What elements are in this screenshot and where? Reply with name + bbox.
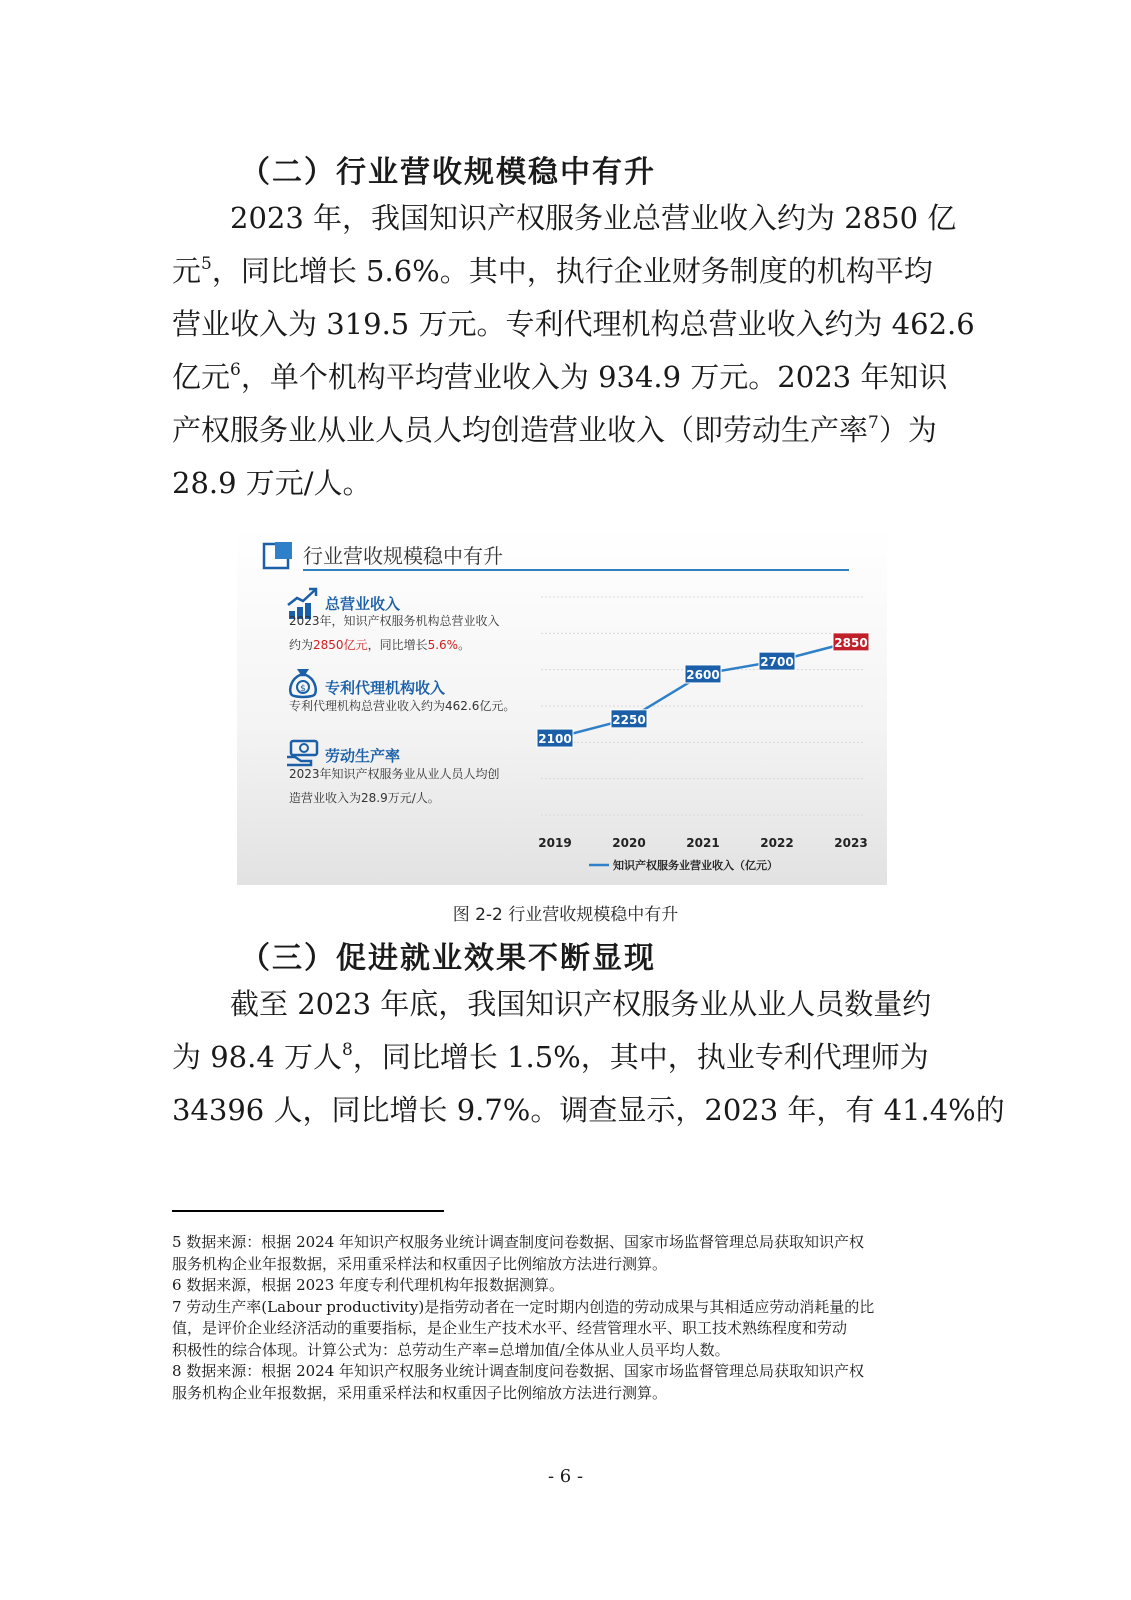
data-label: 2700 xyxy=(760,655,794,670)
x-tick-label: 2023 xyxy=(834,836,868,850)
text-line: 2023 年，我国知识产权服务业总营业收入约为 2850 亿 xyxy=(230,201,957,235)
item-text-revenue: 2023年，知识产权服务机构总营业收入 约为2850亿元，同比增长5.6%。 xyxy=(289,614,500,652)
figure-caption: 图 2-2 行业营收规模稳中有升 xyxy=(452,905,679,925)
figure-infographic xyxy=(237,527,887,885)
text-line: 元$^5$，同比增长 5.6%。其中，执行企业财务制度的机构平均 xyxy=(172,254,933,288)
footnote-line: 5 数据来源：根据 2024 年知识产权服务业统计调查制度问卷数据、国家市场监督管理总局获取知识产权 xyxy=(172,1233,865,1251)
footnote-line: 值，是评价企业经济活动的重要指标，是企业生产技术水平、经营管理水平、职工技术熟练程度和劳动 xyxy=(172,1319,848,1337)
item-text-productivity: 2023年知识产权服务业从业人员人均创 造营业收入为28.9万元/人。 xyxy=(289,767,500,805)
page-number: - 6 - xyxy=(547,1466,584,1487)
data-label: 2250 xyxy=(612,712,646,727)
footnote-ref[interactable]: 6 xyxy=(230,360,241,380)
section-heading-2: （二）行业营收规模稳中有升 xyxy=(240,155,656,190)
figure-title: 行业营收规模稳中有升 xyxy=(303,544,503,568)
text-line: 为 98.4 万人$^8$，同比增长 1.5%，其中，执业专利代理师为 xyxy=(172,1040,929,1074)
footnotes xyxy=(172,1232,962,1404)
footnote-line: 积极性的综合体现。计算公式为：总劳动生产率=总增加值/全体从业人员平均人数。 xyxy=(172,1340,730,1359)
item-title-revenue: 总营业收入 xyxy=(325,595,401,613)
text-line: 28.9 万元/人。 xyxy=(172,466,372,500)
footnote-ref[interactable]: 5 xyxy=(201,254,212,274)
x-tick-label: 2020 xyxy=(612,836,646,850)
footnote-separator xyxy=(172,1210,444,1212)
data-label: 2850 xyxy=(834,635,868,650)
footnote-line: 服务机构企业年报数据，采用重采样法和权重因子比例缩放方法进行测算。 xyxy=(172,1254,668,1273)
legend-label: 知识产权服务业营业收入（亿元） xyxy=(613,859,778,872)
x-tick-label: 2022 xyxy=(760,836,794,850)
x-tick-label: 2021 xyxy=(686,836,720,850)
footnote-line: 7 劳动生产率(Labour productivity)是指劳动者在一定时期内创造的劳动成果与其相适应劳动消耗量的比 xyxy=(172,1297,875,1316)
footnote-line: 8 数据来源：根据 2024 年知识产权服务业统计调查制度问卷数据、国家市场监督管理总局获取知识产权 xyxy=(172,1362,865,1380)
footnote-line: 6 数据来源，根据 2023 年度专利代理机构年报数据测算。 xyxy=(172,1276,565,1294)
text-line: 34396 人，同比增长 9.7%。调查显示，2023 年，有 41.4%的 xyxy=(172,1093,1005,1127)
text-line: 营业收入为 319.5 万元。专利代理机构总营业收入约为 462.6 xyxy=(172,307,975,341)
item-title-productivity: 劳动生产率 xyxy=(325,747,401,765)
paragraph-employment xyxy=(172,978,1005,1137)
footnote-line: 服务机构企业年报数据，采用重采样法和权重因子比例缩放方法进行测算。 xyxy=(172,1383,668,1402)
section-heading-3: （三）促进就业效果不断显现 xyxy=(240,941,656,976)
footnote-ref[interactable]: 7 xyxy=(868,413,879,433)
footnote-ref[interactable]: 8 xyxy=(342,1040,353,1060)
paragraph-revenue xyxy=(172,192,975,510)
text-line: 产权服务业从业人员人均创造营业收入（即劳动生产率$^7$）为 xyxy=(172,413,937,447)
title-underline xyxy=(303,569,849,571)
x-tick-label: 2019 xyxy=(538,836,572,850)
svg-text:$: $ xyxy=(300,684,306,694)
item-text-patent: 专利代理机构总营业收入约为462.6亿元。 xyxy=(289,699,516,713)
text-line: 亿元$^6$，单个机构平均营业收入为 934.9 万元。2023 年知识 xyxy=(172,360,948,394)
data-label: 2600 xyxy=(686,667,720,682)
item-title-patent: 专利代理机构收入 xyxy=(325,679,446,697)
series-line xyxy=(555,642,851,738)
title-square-icon xyxy=(263,541,293,571)
revenue-line-chart xyxy=(527,587,877,872)
text-line: 截至 2023 年底，我国知识产权服务业从业人员数量约 xyxy=(230,987,932,1021)
data-label: 2100 xyxy=(538,732,572,747)
